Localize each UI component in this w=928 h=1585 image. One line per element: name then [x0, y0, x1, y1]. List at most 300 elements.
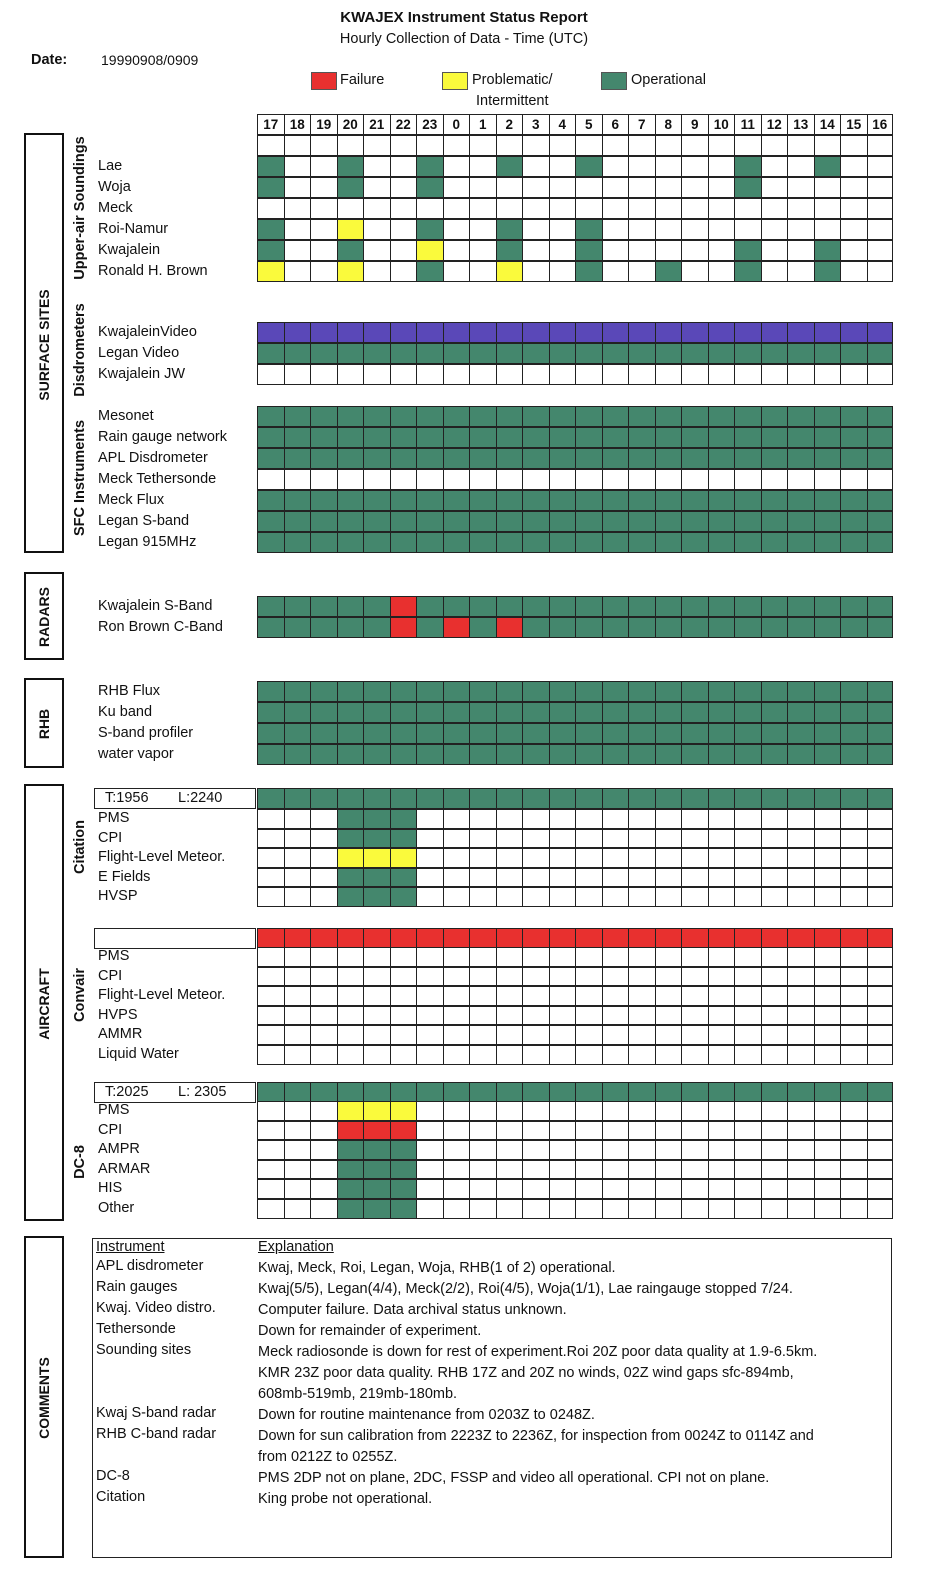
status-cell	[443, 596, 470, 617]
status-cell	[628, 967, 655, 987]
status-cell	[814, 219, 841, 240]
status-cell	[628, 469, 655, 490]
status-cell	[363, 829, 390, 849]
status-cell	[761, 1101, 788, 1121]
status-cell	[761, 240, 788, 261]
status-cell	[867, 1101, 894, 1121]
upper_air-woja-row	[257, 177, 893, 198]
status-cell	[681, 928, 708, 949]
status-cell	[761, 177, 788, 198]
status-cell	[522, 1101, 549, 1121]
status-cell	[840, 681, 867, 702]
status-cell	[681, 1121, 708, 1141]
row-label-e-fields: E Fields	[98, 868, 151, 885]
status-cell	[681, 681, 708, 702]
status-cell	[469, 135, 496, 156]
status-cell	[814, 490, 841, 511]
status-cell	[814, 702, 841, 723]
status-cell	[469, 596, 496, 617]
disdrometers-kwajaleinvideo-row	[257, 322, 893, 343]
status-cell	[655, 156, 682, 177]
status-cell	[337, 986, 364, 1006]
status-cell	[840, 788, 867, 809]
row-label-legan-915mhz: Legan 915MHz	[98, 534, 197, 550]
status-cell	[761, 702, 788, 723]
status-cell	[522, 928, 549, 949]
status-cell	[443, 887, 470, 907]
status-cell	[602, 1121, 629, 1141]
status-cell	[867, 240, 894, 261]
status-cell	[575, 406, 602, 427]
status-cell	[761, 1121, 788, 1141]
status-cell	[602, 681, 629, 702]
dc8-landing: L: 2305	[178, 1084, 227, 1100]
status-cell	[337, 427, 364, 448]
sfc-meck-tethersonde-row	[257, 469, 893, 490]
status-cell	[390, 406, 417, 427]
status-cell	[761, 681, 788, 702]
status-cell	[522, 744, 549, 765]
status-cell	[496, 448, 523, 469]
status-cell	[390, 364, 417, 385]
status-cell	[549, 1025, 576, 1045]
status-cell	[284, 1025, 311, 1045]
status-cell	[257, 887, 284, 907]
upper_air-blank-row	[257, 135, 893, 156]
hour-header-12: 12	[761, 114, 788, 135]
convair-hvps-row	[257, 1006, 893, 1026]
status-cell	[708, 240, 735, 261]
status-cell	[310, 829, 337, 849]
status-cell	[284, 868, 311, 888]
status-cell	[655, 343, 682, 364]
status-cell	[761, 364, 788, 385]
status-cell	[681, 156, 708, 177]
sfc-meck-flux-row	[257, 490, 893, 511]
status-cell	[867, 702, 894, 723]
status-cell	[522, 469, 549, 490]
status-cell	[257, 1101, 284, 1121]
status-cell	[602, 829, 629, 849]
status-cell	[257, 532, 284, 553]
status-cell	[840, 744, 867, 765]
row-label-cpi: CPI	[98, 829, 123, 846]
status-cell	[363, 406, 390, 427]
status-cell	[867, 947, 894, 967]
status-cell	[549, 198, 576, 219]
status-cell	[469, 1082, 496, 1103]
status-cell	[257, 1140, 284, 1160]
status-cell	[522, 135, 549, 156]
status-cell	[390, 1045, 417, 1065]
status-cell	[602, 848, 629, 868]
row-label-hvsp: HVSP	[98, 888, 138, 905]
status-cell	[310, 364, 337, 385]
status-cell	[363, 177, 390, 198]
status-cell	[734, 198, 761, 219]
status-cell	[655, 596, 682, 617]
status-cell	[284, 469, 311, 490]
status-cell	[363, 868, 390, 888]
status-cell	[284, 1045, 311, 1065]
status-cell	[337, 723, 364, 744]
hour-header-16: 16	[867, 114, 894, 135]
status-cell	[443, 532, 470, 553]
status-cell	[814, 1179, 841, 1199]
status-cell	[575, 887, 602, 907]
status-cell	[310, 887, 337, 907]
status-cell	[443, 723, 470, 744]
status-cell	[522, 617, 549, 638]
status-cell	[496, 928, 523, 949]
status-cell	[708, 928, 735, 949]
status-cell	[681, 1006, 708, 1026]
convair-flight-level-meteor-row	[257, 986, 893, 1006]
status-cell	[681, 809, 708, 829]
dc8-his-row	[257, 1179, 893, 1199]
status-cell	[469, 1140, 496, 1160]
comment-explanation: from 0212Z to 0255Z.	[258, 1449, 398, 1465]
status-cell	[469, 1121, 496, 1141]
status-cell	[602, 723, 629, 744]
status-cell	[814, 1121, 841, 1141]
status-cell	[363, 448, 390, 469]
status-cell	[284, 596, 311, 617]
convair-liquid-water-row	[257, 1045, 893, 1065]
status-cell	[840, 490, 867, 511]
status-cell	[575, 596, 602, 617]
status-cell	[840, 406, 867, 427]
status-cell	[708, 1045, 735, 1065]
status-cell	[761, 617, 788, 638]
status-cell	[416, 702, 443, 723]
status-cell	[416, 406, 443, 427]
convair-label: Convair	[72, 968, 88, 1022]
status-cell	[390, 511, 417, 532]
status-cell	[708, 1140, 735, 1160]
status-cell	[549, 702, 576, 723]
status-cell	[363, 1140, 390, 1160]
status-cell	[575, 1140, 602, 1160]
status-cell	[443, 1045, 470, 1065]
status-cell	[337, 1082, 364, 1103]
status-cell	[257, 829, 284, 849]
status-cell	[310, 848, 337, 868]
status-cell	[257, 947, 284, 967]
status-cell	[814, 406, 841, 427]
comment-explanation: Kwaj(5/5), Legan(4/4), Meck(2/2), Roi(4/5), Woja(1/1), Lae raingauge stopped 7/24.	[258, 1281, 793, 1297]
status-cell	[734, 788, 761, 809]
status-cell	[469, 967, 496, 987]
comment-instrument: DC-8	[96, 1468, 130, 1484]
comment-instrument: RHB C-band radar	[96, 1426, 217, 1442]
status-cell	[496, 427, 523, 448]
status-cell	[708, 1179, 735, 1199]
status-cell	[310, 702, 337, 723]
status-cell	[602, 1179, 629, 1199]
status-cell	[628, 596, 655, 617]
status-cell	[337, 967, 364, 987]
status-cell	[469, 219, 496, 240]
upper_air-lae-row	[257, 156, 893, 177]
status-cell	[284, 1140, 311, 1160]
status-cell	[655, 617, 682, 638]
status-cell	[602, 986, 629, 1006]
status-cell	[443, 322, 470, 343]
status-cell	[310, 967, 337, 987]
status-cell	[628, 887, 655, 907]
status-cell	[708, 1006, 735, 1026]
status-cell	[814, 868, 841, 888]
radars-label: RADARS	[36, 587, 52, 647]
upper_air-kwajalein-row	[257, 240, 893, 261]
status-cell	[284, 1101, 311, 1121]
status-cell	[787, 322, 814, 343]
status-cell	[469, 177, 496, 198]
status-cell	[363, 156, 390, 177]
status-cell	[840, 723, 867, 744]
status-cell	[363, 1101, 390, 1121]
comment-explanation: Down for remainder of experiment.	[258, 1323, 482, 1339]
status-cell	[363, 1045, 390, 1065]
status-cell	[602, 596, 629, 617]
row-label-kwajalein-s-band: Kwajalein S-Band	[98, 598, 213, 614]
status-cell	[390, 1082, 417, 1103]
status-cell	[390, 681, 417, 702]
citation-flight-level-meteor-row	[257, 848, 893, 868]
status-cell	[363, 343, 390, 364]
status-cell	[761, 928, 788, 949]
status-cell	[867, 490, 894, 511]
status-cell	[867, 469, 894, 490]
status-cell	[787, 1082, 814, 1103]
status-cell	[628, 1082, 655, 1103]
status-cell	[787, 490, 814, 511]
status-cell	[655, 511, 682, 532]
status-cell	[867, 744, 894, 765]
status-cell	[390, 788, 417, 809]
status-cell	[416, 1045, 443, 1065]
status-cell	[814, 427, 841, 448]
status-cell	[390, 1140, 417, 1160]
status-cell	[602, 868, 629, 888]
status-cell	[708, 702, 735, 723]
status-cell	[363, 986, 390, 1006]
status-cell	[840, 261, 867, 282]
status-cell	[363, 219, 390, 240]
hour-header-20: 20	[337, 114, 364, 135]
status-cell	[284, 198, 311, 219]
hour-header-23: 23	[416, 114, 443, 135]
status-cell	[681, 702, 708, 723]
status-cell	[549, 848, 576, 868]
status-cell	[628, 1160, 655, 1180]
hour-header-22: 22	[390, 114, 417, 135]
status-cell	[681, 1082, 708, 1103]
status-cell	[787, 744, 814, 765]
status-cell	[469, 364, 496, 385]
status-cell	[416, 1006, 443, 1026]
status-cell	[549, 240, 576, 261]
status-cell	[681, 364, 708, 385]
status-cell	[628, 788, 655, 809]
status-cell	[416, 723, 443, 744]
status-cell	[363, 1160, 390, 1180]
status-cell	[575, 928, 602, 949]
status-cell	[257, 177, 284, 198]
status-cell	[337, 322, 364, 343]
status-cell	[814, 198, 841, 219]
status-cell	[681, 343, 708, 364]
status-cell	[390, 829, 417, 849]
status-cell	[734, 1140, 761, 1160]
rhb-label: RHB	[36, 708, 52, 740]
status-cell	[734, 364, 761, 385]
status-cell	[310, 1006, 337, 1026]
status-cell	[363, 511, 390, 532]
comment-instrument: Citation	[96, 1489, 146, 1505]
status-cell	[814, 364, 841, 385]
status-cell	[681, 511, 708, 532]
status-cell	[787, 427, 814, 448]
status-cell	[284, 809, 311, 829]
status-cell	[257, 681, 284, 702]
status-cell	[522, 177, 549, 198]
row-label-kwajaleinvideo: KwajaleinVideo	[98, 324, 197, 340]
status-cell	[708, 947, 735, 967]
status-cell	[708, 156, 735, 177]
status-cell	[469, 448, 496, 469]
status-cell	[310, 744, 337, 765]
status-cell	[867, 406, 894, 427]
status-cell	[761, 1045, 788, 1065]
status-cell	[867, 1121, 894, 1141]
status-cell	[761, 967, 788, 987]
status-cell	[522, 427, 549, 448]
status-cell	[628, 1006, 655, 1026]
status-cell	[681, 198, 708, 219]
row-label-water-vapor: water vapor	[98, 746, 174, 762]
status-cell	[549, 928, 576, 949]
status-cell	[787, 1006, 814, 1026]
status-cell	[628, 177, 655, 198]
status-cell	[549, 364, 576, 385]
status-cell	[787, 1140, 814, 1160]
status-cell	[655, 177, 682, 198]
status-cell	[549, 532, 576, 553]
rhb-box	[24, 678, 64, 768]
status-cell	[469, 986, 496, 1006]
status-cell	[257, 744, 284, 765]
legend-problematic-label-2: Intermittent	[476, 93, 549, 109]
status-cell	[708, 887, 735, 907]
status-cell	[575, 156, 602, 177]
status-cell	[337, 511, 364, 532]
status-cell	[363, 848, 390, 868]
status-cell	[522, 986, 549, 1006]
status-cell	[284, 744, 311, 765]
radars-box	[24, 572, 64, 660]
status-cell	[814, 617, 841, 638]
upper-air-soundings-label: Upper-air Soundings	[72, 136, 88, 280]
status-cell	[443, 617, 470, 638]
sfc-apl-disdrometer-row	[257, 448, 893, 469]
row-label-other: Other	[98, 1200, 135, 1216]
status-cell	[257, 156, 284, 177]
status-cell	[761, 848, 788, 868]
status-cell	[787, 967, 814, 987]
status-cell	[761, 219, 788, 240]
status-cell	[708, 829, 735, 849]
status-cell	[840, 1121, 867, 1141]
status-cell	[337, 198, 364, 219]
comment-explanation: PMS 2DP not on plane, 2DC, FSSP and video all operational. CPI not on plane.	[258, 1470, 770, 1486]
status-cell	[496, 1101, 523, 1121]
status-cell	[734, 744, 761, 765]
status-cell	[496, 596, 523, 617]
status-cell	[496, 744, 523, 765]
row-label-cpi: CPI	[98, 967, 123, 984]
status-cell	[469, 702, 496, 723]
status-cell	[602, 1025, 629, 1045]
status-cell	[549, 1121, 576, 1141]
status-cell	[416, 1199, 443, 1219]
status-cell	[337, 1121, 364, 1141]
status-cell	[575, 469, 602, 490]
status-cell	[337, 177, 364, 198]
legend-failure-swatch	[311, 72, 337, 90]
citation-pms-row	[257, 809, 893, 829]
status-cell	[708, 469, 735, 490]
status-cell	[681, 788, 708, 809]
status-cell	[761, 887, 788, 907]
row-label-lae: Lae	[98, 158, 123, 174]
status-cell	[337, 887, 364, 907]
status-cell	[522, 198, 549, 219]
status-cell	[734, 928, 761, 949]
status-cell	[867, 617, 894, 638]
status-cell	[602, 1006, 629, 1026]
status-cell	[840, 469, 867, 490]
status-cell	[310, 1101, 337, 1121]
status-cell	[257, 427, 284, 448]
status-cell	[761, 135, 788, 156]
status-cell	[602, 198, 629, 219]
status-cell	[522, 156, 549, 177]
status-cell	[840, 1101, 867, 1121]
status-cell	[708, 448, 735, 469]
status-cell	[390, 617, 417, 638]
status-cell	[337, 406, 364, 427]
status-cell	[787, 469, 814, 490]
status-cell	[867, 532, 894, 553]
status-cell	[734, 617, 761, 638]
hour-header-6: 6	[602, 114, 629, 135]
status-cell	[575, 343, 602, 364]
status-cell	[575, 986, 602, 1006]
status-cell	[549, 490, 576, 511]
status-cell	[337, 744, 364, 765]
status-cell	[363, 1199, 390, 1219]
status-cell	[708, 788, 735, 809]
status-cell	[257, 868, 284, 888]
hour-header-11: 11	[734, 114, 761, 135]
status-cell	[337, 1179, 364, 1199]
status-cell	[522, 723, 549, 744]
status-cell	[655, 1140, 682, 1160]
status-cell	[734, 809, 761, 829]
status-cell	[867, 1160, 894, 1180]
